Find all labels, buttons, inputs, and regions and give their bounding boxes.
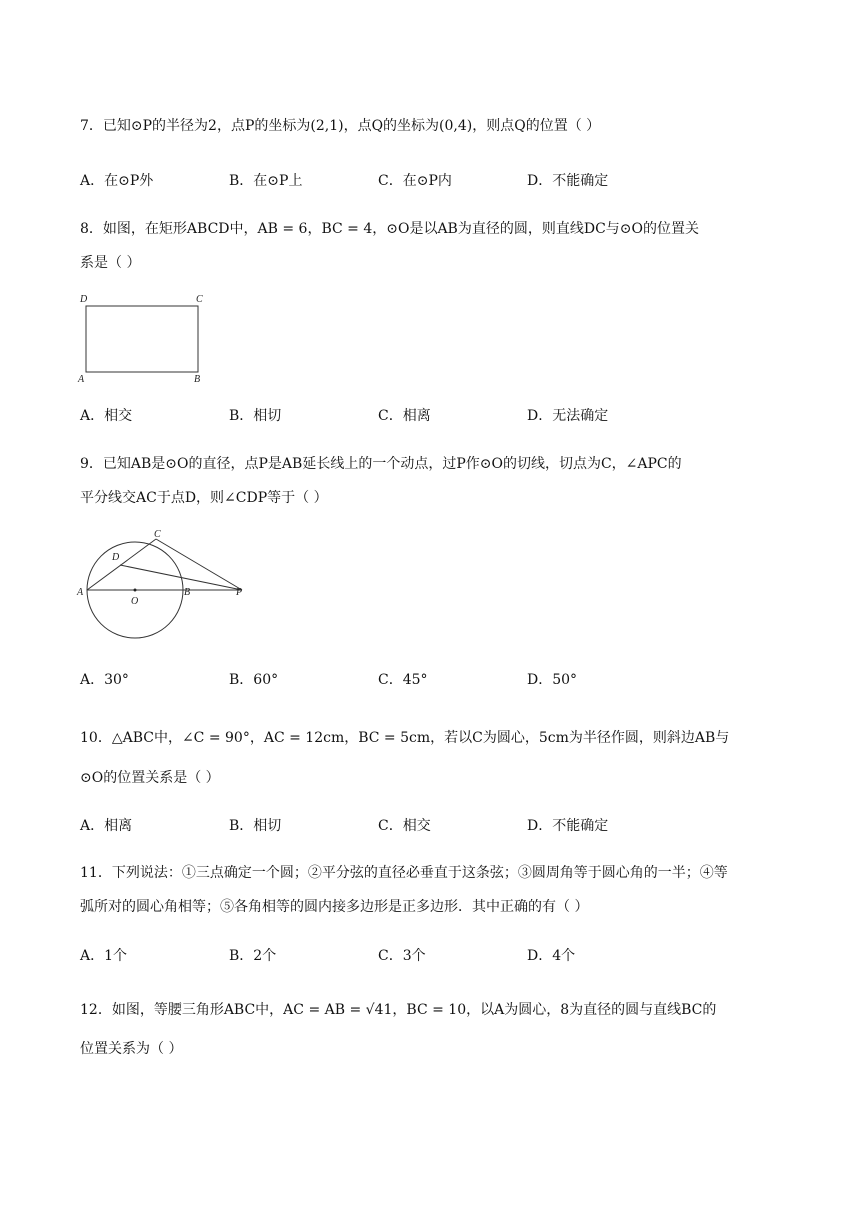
q11-option-c: C．3个 bbox=[378, 948, 426, 964]
q8-stem-line2: 系是（ ） bbox=[80, 255, 141, 271]
label-o: O bbox=[131, 596, 139, 607]
label-c: C bbox=[154, 529, 161, 540]
label-a: A bbox=[77, 587, 84, 598]
q11-option-a: A．1个 bbox=[80, 948, 128, 964]
q12-stem-line1: 12．如图，等腰三角形ABC中，AC = AB = √41，BC = 10，以A为圆心，8为直径的圆与直线BC的 bbox=[80, 1002, 717, 1018]
q7-option-d: D．不能确定 bbox=[527, 173, 609, 189]
tangent-pc bbox=[156, 539, 242, 590]
q9-circle-tangent-figure bbox=[76, 528, 256, 640]
center-dot bbox=[134, 589, 137, 592]
q8-rectangle-figure bbox=[76, 290, 216, 386]
q11-stem-line2: 弧所对的圆心角相等；⑤各角相等的圆内接多边形是正多边形．其中正确的有（ ） bbox=[80, 899, 589, 915]
q8-option-b: B．相切 bbox=[229, 408, 282, 424]
q10-option-d: D．不能确定 bbox=[527, 818, 609, 834]
q7-stem: 7．已知⊙P的半径为2，点P的坐标为(2,1)，点Q的坐标为(0,4)，则点Q的位置（ ） bbox=[80, 118, 601, 134]
q10-option-b: B．相切 bbox=[229, 818, 282, 834]
q9-option-d: D．50° bbox=[527, 672, 578, 688]
q8-option-d: D．无法确定 bbox=[527, 408, 609, 424]
q7-option-b: B．在⊙P上 bbox=[229, 173, 303, 189]
q10-option-c: C．相交 bbox=[378, 818, 431, 834]
line-ac bbox=[87, 539, 156, 590]
q9-stem-line2: 平分线交AC于点D，则∠CDP等于（ ） bbox=[80, 490, 328, 506]
label-p: P bbox=[236, 587, 243, 598]
q9-option-a: A．30° bbox=[80, 672, 129, 688]
q10-stem-line2: ⊙O的位置关系是（ ） bbox=[80, 770, 220, 786]
q12-stem-line2: 位置关系为（ ） bbox=[80, 1041, 183, 1057]
q11-option-b: B．2个 bbox=[229, 948, 277, 964]
q10-stem-line1: 10．△ABC中，∠C = 90°，AC = 12cm，BC = 5cm，若以C为圆心，5cm为半径作圆，则斜边AB与 bbox=[80, 730, 730, 746]
rectangle-abcd bbox=[86, 306, 198, 372]
label-b: B bbox=[184, 587, 191, 598]
q7-option-c: C．在⊙P内 bbox=[378, 173, 452, 189]
q9-option-c: C．45° bbox=[378, 672, 428, 688]
q8-stem-line1: 8．如图，在矩形ABCD中，AB = 6，BC = 4，⊙O是以AB为直径的圆，则直线DC与⊙O的位置关 bbox=[80, 221, 699, 237]
label-c: C bbox=[196, 294, 203, 305]
q10-option-a: A．相离 bbox=[80, 818, 133, 834]
label-d: D bbox=[112, 552, 120, 563]
bisector-pd bbox=[120, 565, 242, 590]
q11-stem-line1: 11．下列说法：①三点确定一个圆；②平分弦的直径必垂直于这条弦；③圆周角等于圆心角的一半；④等 bbox=[80, 865, 728, 881]
q11-option-d: D．4个 bbox=[527, 948, 576, 964]
label-a: A bbox=[78, 374, 85, 385]
q8-option-a: A．相交 bbox=[80, 408, 133, 424]
q9-stem-line1: 9．已知AB是⊙O的直径，点P是AB延长线上的一个动点，过P作⊙O的切线，切点为C，∠APC的 bbox=[80, 456, 682, 472]
label-d: D bbox=[80, 294, 88, 305]
q8-option-c: C．相离 bbox=[378, 408, 431, 424]
label-b: B bbox=[194, 374, 201, 385]
q9-option-b: B．60° bbox=[229, 672, 279, 688]
q7-option-a: A．在⊙P外 bbox=[80, 173, 154, 189]
